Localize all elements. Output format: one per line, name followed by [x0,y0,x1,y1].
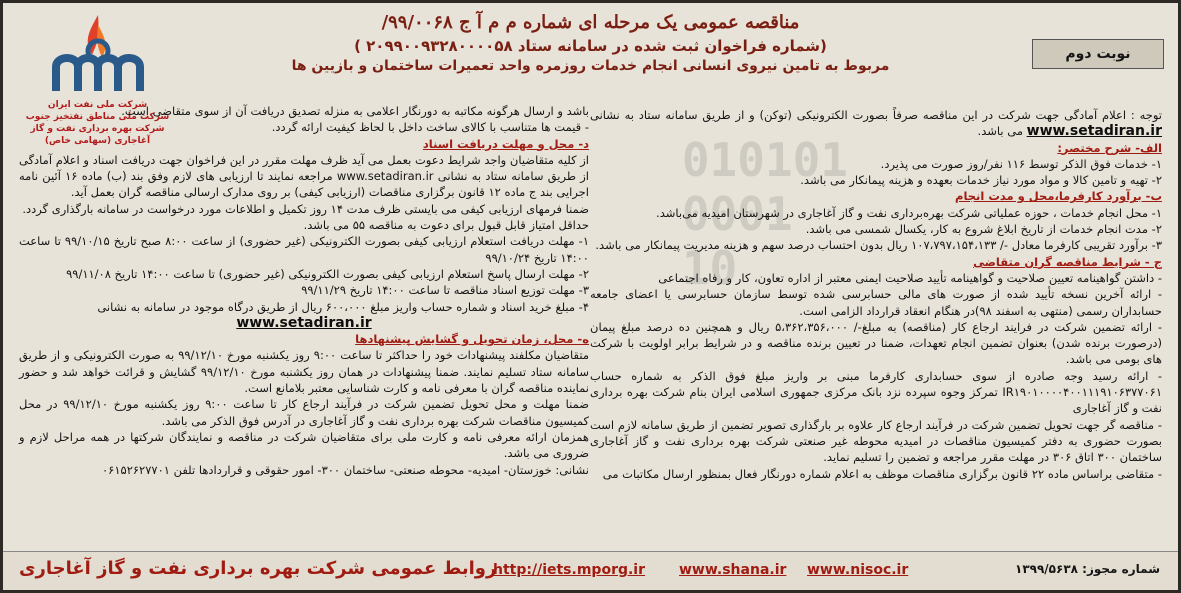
header [3,9,1178,77]
right-column [590,107,1162,482]
section-c-item-2: - ارائه آخرین نسخه تأیید شده از صورت های مالی حسابرسی شده توسط سازمان حسابرسی یا اعضای جامعه حسابداران رسمی (منتهی به اسفند ۹۸)در هنگام انعقاد قرارداد الزامی است. [590,287,1162,318]
page-title: مناقصه عمومی یک مرحله ای شماره م م آ ج ۹۹/۰۰۶۸/ [381,12,800,33]
footer-link-nisoc[interactable]: www.nisoc.ir [807,562,909,578]
section-d-text-1: از کلیه متقاضیان واجد شرایط دعوت بعمل می آید ظرف مهلت مقرر در این فراخوان جهت دریافت اسناد و اعلام آمادگی از طریق سامانه ستاد به نشانی www.setadiran.ir مراجعه نمایند تا ارزیابی های لازم وفق بند (ب) ماده ۱۶ آئین نامه اجرایی بند ج ماده ۱۲ قانون برگزاری مناقصات (ارزیابی کیفی) بر روی مدارک ارسالی مناقصه گران بعمل آید. [19,152,589,200]
left-line-1: باشد و ارسال هرگونه مکاتبه به دورنگار اعلامی به منزله تصدیق دریافت آن از سوی متقاضی است. [121,104,589,118]
section-c-heading: ج - شرایط مناقصه گران متقاضی [973,254,1162,269]
page-subtitle: مربوط به تامین نیروی انسانی انجام خدمات روزمره واحد تعمیرات ساختمان و بازیین ها [291,58,890,74]
permit-number: شماره مجوز: ۱۳۹۹/۵۶۳۸ [1015,562,1160,576]
second-round-badge: نوبت دوم [1032,39,1164,69]
watermark: 010101 0001 10 [681,133,848,295]
section-e-text-2: ضمنا مهلت و محل تحویل تضمین شرکت در فرآیند ارجاع کار تا ساعت ۹:۰۰ روز یکشنبه مورخ ۹۹/۱۲/۱۰ در محل کمیسیون مناقصات شرکت بهره برداری نفت و گاز آغاجاری در آدرس فوق الذکر می باشد. [19,397,590,428]
section-b-item-3: ۳- برآورد تقریبی کارفرما معادل -/ ۱۰۷،۷۹۷،۱۵۴،۱۳۳ ریال بدون احتساب درصد سهم و هزینه مدیریت پیمانکار می باشد. [595,238,1162,253]
section-b-item-1: ۱- محل انجام خدمات ، حوزه عملیاتی شرکت بهره‌برداری نفت و گاز آغاجاری در شهرستان امیدیه می‌باشد. [656,205,1162,220]
setad-link-2[interactable]: www.setadiran.ir [236,314,372,331]
section-d-item-2: ۲- مهلت ارسال پاسخ استعلام ارزیابی کیفی بصورت الکترونیکی (غیر حضوری) تا ساعت ۱۴:۰۰ تاریخ ۹۹/۱۱/۰۸ [66,266,589,281]
footer [3,551,1178,590]
section-c-item-6: - متقاضی براساس ماده ۲۲ قانون برگزاری مناقصات موظف به اعلام شماره دورنگار فعال بمنظور ارسال مکاتبات می [602,466,1162,481]
left-column [19,103,589,478]
logo-caption-2: شرکت ملی مناطق نفتخیز جنوب [25,112,170,122]
section-a-heading: الف- شرح مختصر: [1057,140,1162,155]
section-b-heading: ب- برآورد کارفرما،محل و مدت انجام [955,189,1162,204]
section-d-text-2: ضمنا فرمهای ارزیابی کیفی می بایستی ظرف مدت ۱۴ روز تکمیل و اطلاعات مورد درخواست در سامانه بارگذاری گردد. [22,201,589,216]
logo-caption-3: شرکت بهره برداری نفت و گاز آغاجاری (سهامی خاص) [30,124,165,146]
section-c-item-4: - ارائه رسید وجه صادره از سوی حسابداری کارفرما مبنی بر واریز مبلغ فوق الذکر به شماره حساب IR۱۹۰۱۰۰۰۰۴۰۰۱۱۱۹۱۰۶۳۷۷۰۶۱ تمرکز وجوه سپرده نزد بانک مرکزی جمهوری اسلامی ایران بنام شرکت بهره برداری نفت و گاز آغاجاری [590,368,1162,416]
footer-link-shana[interactable]: www.shana.ir [679,562,787,578]
left-line-2: - قیمت ها متناسب با کالای ساخت داخل با لحاظ کیفیت ارائه گردد. [271,120,589,135]
section-c-item-5: - مناقصه گر جهت تحویل تضمین شرکت در فرآیند ارجاع کار علاوه بر بارگذاری تصویر تضمین از طریق سامانه لازم است بصورت حضوری به دفتر کمیسیون مناقصات در امیدیه محوطه غیر صنعتی شرکت بهره برداری نفت و گاز آغاجاری ساختمان ۳۰۰ اتاق ۳۰۶ در مهلت مقرر مراجعه و تضمین را تسلیم نماید. [590,417,1162,465]
section-b-item-2: ۲- مدت انجام خدمات از تاریخ ابلاغ شروع به کار، یکسال شمسی می باشد. [805,222,1162,237]
footer-org: روابط عمومی شرکت بهره برداری نفت و گاز آغاجاری [19,558,497,579]
section-e-heading: ه- محل، زمان تحویل و گشایش پیشنهادها [355,332,589,347]
section-c-item-3: - ارائه تضمین شرکت در فرایند ارجاع کار (مناقصه) به مبلغ-/ ۵،۳۶۲،۳۵۶،۰۰۰ ریال و همچنین ده درصد مبلغ پیمان (درصورت برنده شدن) بعنوان تضمین انجام تعهدات، ضمنا در تعیین برنده مناقصه و در شرایط برابر اولویت با شرکت های بومی می باشد. [590,319,1162,367]
section-a-item-2: ۲- تهیه و تامین کالا و مواد مورد نیاز خدمات بعهده و هزینه پیمانکار می باشد. [800,173,1162,188]
intro-end: می باشد. [977,124,1023,139]
section-d-text-3: حداقل امتیاز قابل قبول برای دعوت به مناقصه ۵۵ می باشد. [303,218,589,233]
section-e-text-1: متقاضیان مکلفند پیشنهادات خود را حداکثر تا ساعت ۹:۰۰ روز یکشنبه مورخ ۹۹/۱۲/۱۰ به صورت الکترونیکی و از طریق سامانه ستاد تسلیم نمایند. ضمنا پیشنهادات در همان روز یکشنبه مورخ ۹۹/۱۲/۱۰ گشایش و قرائت خواهد شد و حضور نماینده مناقصه گران با معرفی نامه و کارت شناسایی معتبر بلامانع است. [19,348,590,396]
section-e-text-3: همزمان ارائه معرفی نامه و کارت ملی برای متقاضیان شرکت در مناقصه و نمایندگان شرکتها در همه مراحل لازم و ضروری می باشد. [19,429,589,461]
registration-number: (شماره فراخوان ثبت شده در سامانه ستاد ۲۰۹۹۰۰۹۳۲۸۰۰۰۰۵۸ ) [354,37,827,55]
section-d-item-4: ۴- مبلغ خرید اسناد و شماره حساب واریز مبلغ ۶۰۰،۰۰۰ ریال از طریق درگاه موجود در سامانه به نشانی [97,299,589,314]
intro-text: توجه : اعلام آمادگی جهت شرکت در این مناقصه صرفاً بصورت الکترونیکی (توکن) و از طریق سامانه ستاد به نشانی [590,108,1162,122]
section-d-item-1: ۱- مهلت دریافت استعلام ارزیابی کیفی بصورت الکترونیکی (غیر حضوری) از ساعت ۸:۰۰ صبح تاریخ ۹۹/۱۰/۱۵ تا ساعت ۱۴:۰۰ تاریخ ۹۹/۱۰/۲۴ [19,234,589,265]
section-e-address: نشانی: خوزستان- امیدیه- محوطه صنعتی- ساختمان ۳۰۰- امور حقوقی و قراردادها تلفن ۰۶۱۵۲۶۲۷۷۰۱ [102,462,589,477]
section-c-item-1: - داشتن گواهینامه تعیین صلاحیت و گواهینامه تأیید صلاحیت ایمنی معتبر از اداره تعاون، کار و رفاه اجتماعی [658,270,1162,285]
setad-link[interactable]: www.setadiran.ir [1026,123,1162,140]
footer-link-iets[interactable]: http://iets.mporg.ir [493,562,646,578]
section-d-heading: د- محل و مهلت دریافت اسناد [422,136,589,151]
logo-caption-1: شرکت ملی نفت ایران [47,100,148,110]
section-a-item-1: ۱- خدمات فوق الذکر توسط ۱۱۶ نفر/روز صورت می پذیرد. [880,156,1162,171]
section-d-item-3: ۳- مهلت توزیع اسناد مناقصه تا ساعت ۱۴:۰۰ تاریخ ۹۹/۱۱/۲۹ [301,283,589,298]
